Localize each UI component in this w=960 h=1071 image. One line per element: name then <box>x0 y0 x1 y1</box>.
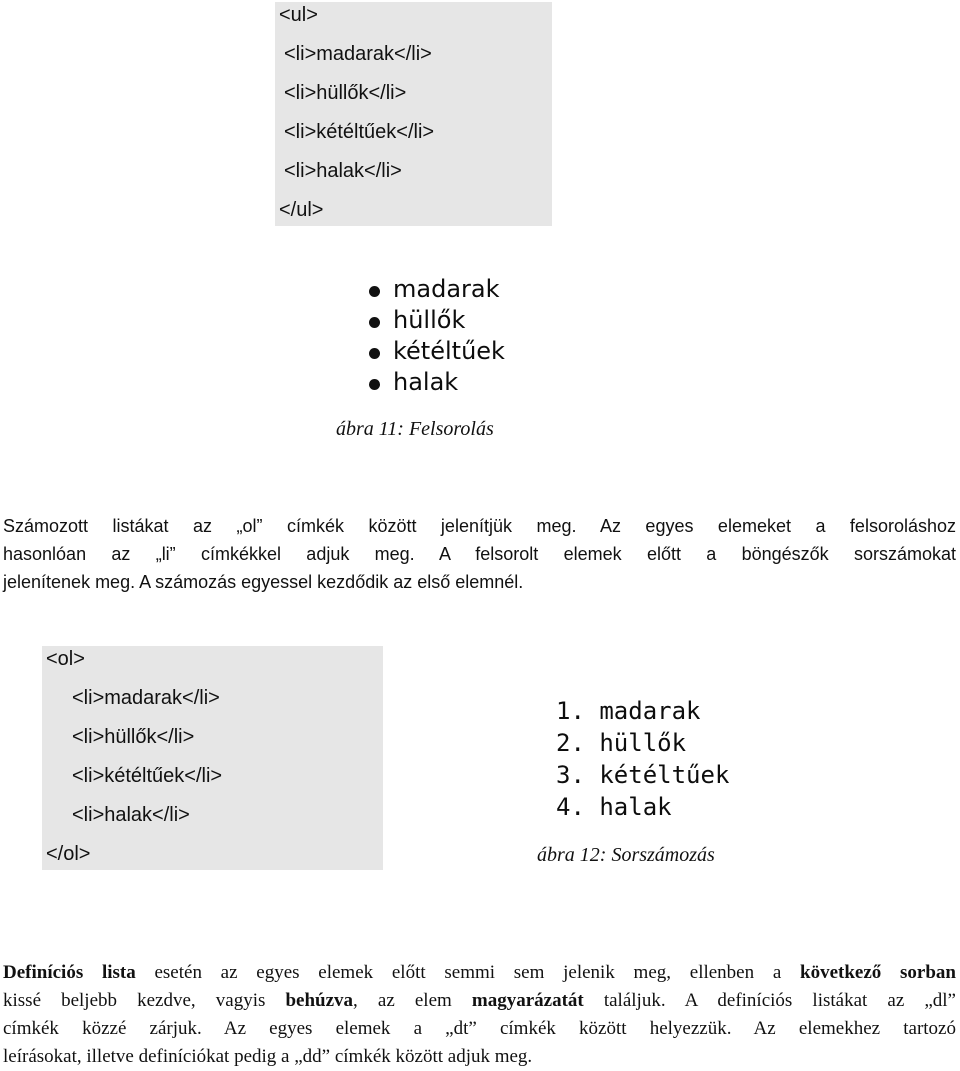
ul-code-example <box>275 2 552 226</box>
paragraph-definition-lists <box>3 959 956 1071</box>
bullet-icon <box>369 379 380 390</box>
ol-code-example <box>42 646 383 870</box>
code-line: <li>madarak</li> <box>284 43 432 65</box>
code-line: <li>kétéltűek</li> <box>72 765 223 787</box>
paragraph-line: Definíciós lista esetén az egyes elemek előtt semmi sem jelenik meg, ellenben a következő sorban <box>3 962 956 983</box>
code-line: <li>halak</li> <box>284 160 402 182</box>
paragraph-line: kissé beljebb kezdve, vagyis behúzva, az elem magyarázatát találjuk. A definíciós listákat az „dl” <box>3 990 956 1011</box>
paragraph-line: leírásokat, illetve definíciókat pedig a „dd” címkék között adjuk meg. <box>3 1046 533 1067</box>
list-item: 2. hüllők <box>556 729 687 757</box>
figure-caption: ábra 11: Felsorolás <box>336 418 494 440</box>
paragraph-line: Számozott listákat az „ol” címkék között jelenítjük meg. Az egyes elemeket a felsoroláshoz <box>3 516 956 536</box>
bullet-icon <box>369 317 380 328</box>
code-line: </ol> <box>46 843 91 865</box>
code-line: <li>halak</li> <box>72 804 190 826</box>
bold-term: következő sorban <box>800 962 956 983</box>
code-line: <li>kétéltűek</li> <box>284 121 435 143</box>
code-line: <ul> <box>279 4 318 26</box>
code-line: <li>hüllők</li> <box>72 726 195 748</box>
list-item: 3. kétéltűek <box>556 761 730 789</box>
paragraph-ordered-lists <box>3 512 956 596</box>
list-item: 4. halak <box>556 793 672 821</box>
bold-term: behúzva <box>285 990 354 1011</box>
code-line: <li>hüllők</li> <box>284 82 407 104</box>
bold-term: magyarázatát <box>471 990 584 1011</box>
bold-term: Definíciós lista <box>3 962 136 983</box>
code-line: <ol> <box>46 648 85 670</box>
code-line: <li>madarak</li> <box>72 687 220 709</box>
paragraph-line: címkék közzé zárjuk. Az egyes elemek a „dt” címkék között helyezzük. Az elemekhez tartozó <box>3 1018 956 1039</box>
bullet-icon <box>369 348 380 359</box>
list-item: 1. madarak <box>556 697 701 725</box>
bullet-icon <box>369 286 380 297</box>
code-line: </ul> <box>279 199 324 221</box>
figure-caption: ábra 12: Sorszámozás <box>537 844 715 866</box>
paragraph-line: jelenítenek meg. A számozás egyessel kezdődik az első elemnél. <box>3 572 524 592</box>
paragraph-line: hasonlóan az „li” címkékkel adjuk meg. A felsorolt elemek előtt a böngészők sorszámokat <box>3 544 956 564</box>
